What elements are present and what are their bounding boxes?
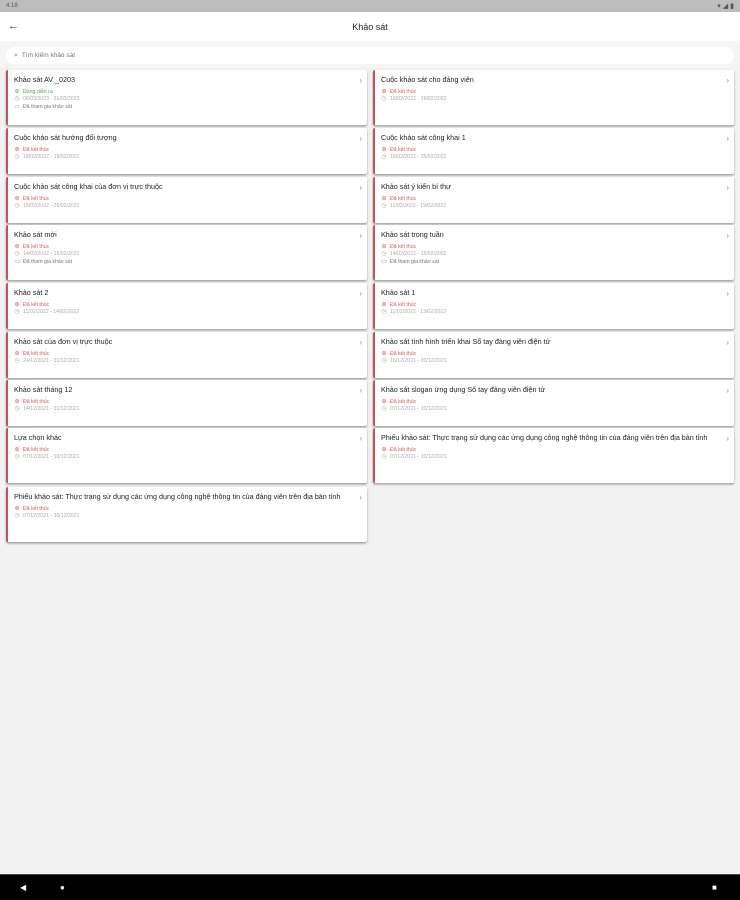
clock-icon: ◷ (14, 513, 20, 520)
survey-card[interactable] (6, 428, 367, 483)
date-range: 14/02/2022 - 15/02/2022 (23, 251, 80, 258)
date-range: 24/12/2021 - 31/12/2021 (23, 358, 80, 365)
survey-card[interactable] (373, 177, 734, 223)
clock-icon: ◷ (14, 406, 20, 413)
back-arrow-icon[interactable]: ← (8, 20, 19, 32)
chevron-right-icon: › (726, 134, 729, 143)
clock-icon: ◷ (381, 309, 387, 316)
nav-recents-icon[interactable]: ■ (712, 883, 717, 892)
status-bar (0, 0, 740, 12)
date-range: 11/02/2022 - 14/02/2022 (23, 309, 80, 316)
chevron-right-icon: › (359, 76, 362, 85)
status-label: Đã kết thúc (23, 398, 50, 405)
survey-status (14, 506, 349, 514)
survey-title: Khảo sát của đơn vị trực thuộc (14, 337, 113, 346)
survey-status (381, 351, 716, 359)
chevron-right-icon: › (359, 231, 362, 240)
survey-title: Khảo sát AV _0203 (14, 75, 76, 84)
survey-status (381, 89, 716, 97)
clock-icon: ◷ (14, 251, 20, 258)
signal-icon: ◢ (722, 3, 729, 10)
status-icon: ⊛ (381, 146, 387, 153)
survey-card[interactable] (6, 332, 367, 378)
survey-status (381, 399, 716, 407)
survey-dates (14, 203, 349, 211)
survey-status (14, 399, 349, 407)
survey-card[interactable] (373, 428, 734, 483)
battery-icon: ▮ (730, 3, 734, 10)
survey-dates (381, 358, 716, 366)
date-range: 16/02/2022 - 25/02/2022 (390, 154, 447, 161)
date-range: 07/12/2021 - 10/12/2021 (23, 513, 80, 520)
status-icon: ⊛ (14, 505, 20, 512)
survey-card[interactable] (6, 487, 367, 542)
date-range: 07/12/2021 - 10/12/2021 (390, 454, 447, 461)
clock-icon: ◷ (14, 154, 20, 161)
survey-joined (14, 104, 349, 112)
search-bar[interactable] (6, 47, 734, 64)
status-label: Đang diễn ra (23, 88, 53, 95)
survey-title: Khảo sát tháng 12 (14, 385, 73, 394)
date-range: 11/02/2022 - 19/02/2022 (390, 203, 447, 210)
status-icon: ⊛ (381, 398, 387, 405)
survey-dates (381, 454, 716, 462)
survey-card[interactable] (373, 128, 734, 174)
survey-title: Khảo sát ý kiến bí thư (381, 182, 451, 191)
clock-icon: ◷ (381, 203, 387, 210)
survey-title: Phiếu khảo sát: Thực trạng sử dụng các ứng dụng công nghệ thông tin của đảng viên trên địa bàn tỉnh (381, 433, 708, 442)
survey-title: Khảo sát 2 (14, 288, 49, 297)
joined-label: Đã tham gia khảo sát (390, 258, 440, 265)
clock-icon: ◷ (381, 358, 387, 365)
status-label: Đã kết thúc (390, 398, 417, 405)
date-range: 16/02/2022 - 26/02/2022 (23, 203, 80, 210)
chevron-right-icon: › (726, 289, 729, 298)
survey-dates (14, 154, 349, 162)
app-bar (0, 12, 740, 41)
date-range: 11/02/2022 - 13/02/2022 (390, 309, 447, 316)
search-icon: ⌕ (14, 51, 18, 59)
status-label: Đã kết thúc (23, 195, 50, 202)
chevron-right-icon: › (359, 183, 362, 192)
chevron-right-icon: › (726, 338, 729, 347)
clock-icon: ◷ (14, 309, 20, 316)
status-icon: ⊛ (381, 88, 387, 95)
survey-dates (381, 309, 716, 317)
status-icon: ⊛ (381, 350, 387, 357)
clock-icon: ◷ (14, 96, 20, 103)
survey-card[interactable] (373, 332, 734, 378)
status-icon: ⊛ (14, 398, 20, 405)
survey-status (14, 351, 349, 359)
date-range: 18/02/2022 - 19/02/2022 (390, 96, 447, 103)
status-icon: ⊛ (381, 301, 387, 308)
chevron-right-icon: › (726, 76, 729, 85)
survey-title: Khảo sát tình hình triển khai Sổ tay đảng viên điện tử (381, 337, 551, 346)
chevron-right-icon: › (359, 386, 362, 395)
chevron-right-icon: › (726, 231, 729, 240)
date-range: 06/03/2023 - 31/03/2023 (23, 96, 80, 103)
status-label: Đã kết thúc (390, 88, 417, 95)
status-label: Đã kết thúc (23, 350, 50, 357)
comment-icon: ▭ (381, 258, 387, 265)
chevron-right-icon: › (726, 183, 729, 192)
survey-title: Cuộc khảo sát công khai 1 (381, 133, 466, 142)
status-icon: ⊛ (14, 301, 20, 308)
clock-icon: ◷ (14, 358, 20, 365)
status-label: Đã kết thúc (390, 243, 417, 250)
survey-dates (381, 203, 716, 211)
survey-title: Cuộc khảo sát công khai của đơn vị trực thuộc (14, 182, 163, 191)
survey-title: Khảo sát slogan ứng dụng Sổ tay đảng viên điện tử (381, 385, 546, 394)
status-icons (717, 2, 734, 10)
survey-joined (381, 259, 716, 267)
survey-status (14, 447, 349, 455)
clock-icon: ◷ (381, 251, 387, 258)
chevron-right-icon: › (726, 434, 729, 443)
date-range: 14/02/2022 - 15/02/2022 (390, 251, 447, 258)
survey-title: Cuộc khảo sát cho đảng viên (381, 75, 474, 84)
status-icon: ⊛ (14, 446, 20, 453)
survey-title: Lựa chọn khác (14, 433, 62, 442)
date-range: 14/12/2021 - 31/12/2021 (23, 406, 80, 413)
system-nav-bar (0, 874, 740, 900)
date-range: 16/12/2021 - 20/12/2021 (390, 358, 447, 365)
survey-status (381, 447, 716, 455)
clock-icon: ◷ (381, 406, 387, 413)
survey-card[interactable] (373, 380, 734, 426)
survey-dates (14, 251, 349, 259)
survey-card[interactable] (6, 128, 367, 174)
survey-dates (14, 513, 349, 521)
survey-status (14, 244, 349, 252)
survey-status (381, 196, 716, 204)
nav-home-icon[interactable]: ● (60, 883, 65, 892)
survey-dates (381, 154, 716, 162)
status-label: Đã kết thúc (23, 243, 50, 250)
survey-dates (381, 96, 716, 104)
status-label: Đã kết thúc (23, 446, 50, 453)
survey-card[interactable] (6, 225, 367, 280)
survey-dates (14, 96, 349, 104)
survey-title: Khảo sát mới (14, 230, 57, 239)
clock-icon: ◷ (381, 96, 387, 103)
page-title: Khảo sát (352, 21, 388, 32)
survey-status (381, 302, 716, 310)
chevron-right-icon: › (359, 493, 362, 502)
chevron-right-icon: › (359, 434, 362, 443)
status-label: Đã kết thúc (390, 146, 417, 153)
date-range: 18/02/2022 - 19/02/2022 (23, 154, 80, 161)
survey-status (14, 89, 349, 97)
survey-title: Khảo sát 1 (381, 288, 416, 297)
survey-card[interactable] (6, 283, 367, 329)
status-time: 4:18 (6, 3, 18, 9)
chevron-right-icon: › (359, 134, 362, 143)
nav-back-icon[interactable]: ◀ (20, 883, 27, 892)
survey-title: Cuộc khảo sát hướng đối tượng (14, 133, 117, 142)
status-icon: ⊛ (14, 195, 20, 202)
survey-dates (14, 454, 349, 462)
wifi-icon: ▾ (717, 3, 721, 10)
date-range: 07/12/2021 - 10/12/2021 (390, 406, 447, 413)
survey-card[interactable] (373, 225, 734, 280)
date-range: 07/12/2021 - 10/12/2021 (23, 454, 80, 461)
status-label: Đã kết thúc (390, 446, 417, 453)
chevron-right-icon: › (359, 289, 362, 298)
comment-icon: ▭ (14, 103, 20, 110)
status-label: Đã kết thúc (23, 301, 50, 308)
status-icon: ⊛ (14, 350, 20, 357)
survey-status (381, 147, 716, 155)
clock-icon: ◷ (381, 454, 387, 461)
survey-dates (14, 358, 349, 366)
survey-card[interactable] (373, 283, 734, 329)
chevron-right-icon: › (359, 338, 362, 347)
clock-icon: ◷ (14, 203, 20, 210)
survey-title: Phiếu khảo sát: Thực trạng sử dụng các ứng dụng công nghệ thông tin của đảng viên trên địa bàn tỉnh (14, 492, 341, 501)
status-label: Đã kết thúc (23, 505, 50, 512)
survey-card[interactable] (373, 70, 734, 125)
survey-dates (14, 406, 349, 414)
survey-card[interactable] (6, 380, 367, 426)
status-label: Đã kết thúc (390, 301, 417, 308)
survey-card[interactable] (6, 177, 367, 223)
survey-status (14, 196, 349, 204)
survey-dates (381, 406, 716, 414)
clock-icon: ◷ (381, 154, 387, 161)
search-container (0, 41, 740, 68)
comment-icon: ▭ (14, 258, 20, 265)
survey-status (14, 302, 349, 310)
survey-joined (14, 259, 349, 267)
status-label: Đã kết thúc (390, 195, 417, 202)
status-label: Đã kết thúc (23, 146, 50, 153)
survey-status (14, 147, 349, 155)
status-icon: ⊛ (381, 243, 387, 250)
survey-dates (381, 251, 716, 259)
joined-label: Đã tham gia khảo sát (23, 103, 73, 110)
status-icon: ⊛ (381, 195, 387, 202)
clock-icon: ◷ (14, 454, 20, 461)
status-label: Đã kết thúc (390, 350, 417, 357)
survey-card[interactable] (6, 70, 367, 125)
survey-status (381, 244, 716, 252)
status-icon: ⊛ (381, 446, 387, 453)
joined-label: Đã tham gia khảo sát (23, 258, 73, 265)
status-icon: ⊛ (14, 88, 20, 95)
status-icon: ⊛ (14, 146, 20, 153)
survey-dates (14, 309, 349, 317)
survey-title: Khảo sát trong tuần (381, 230, 444, 239)
chevron-right-icon: › (726, 386, 729, 395)
search-input[interactable] (22, 52, 670, 59)
status-icon: ⊛ (14, 243, 20, 250)
